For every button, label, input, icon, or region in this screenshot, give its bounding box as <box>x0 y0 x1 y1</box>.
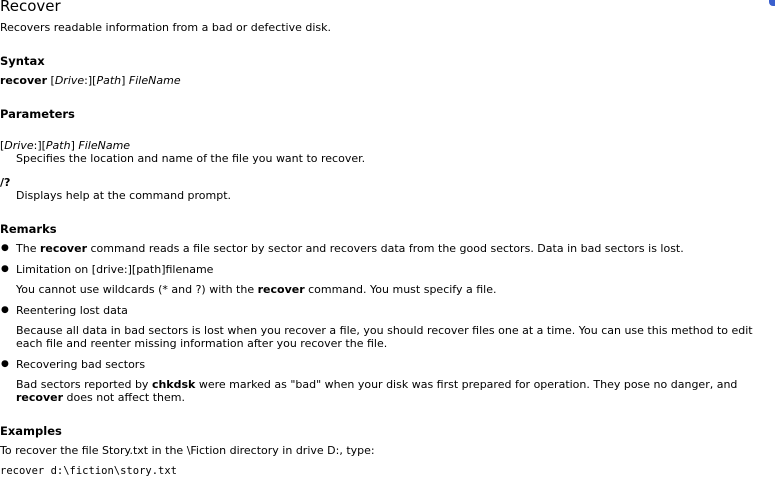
remark2-cmd: recover <box>257 283 305 296</box>
example-code: recover d:\fiction\story.txt <box>0 465 178 477</box>
syntax-sep2: ] <box>121 74 129 87</box>
syntax-open: [ <box>50 74 55 87</box>
remark1-cmd: recover <box>39 242 87 255</box>
remark4-mid: were marked as "bad" when your disk was first prepared for operation. They pose no danger, and <box>195 378 738 391</box>
syntax-command: recover <box>0 74 48 87</box>
parameters-heading: Parameters <box>0 107 75 121</box>
param1-description: Specifies the location and name of the file you want to recover. <box>16 152 366 165</box>
page-title: Recover <box>0 0 61 15</box>
remark-3-text: Because all data in bad sectors is lost when you recover a file, you should recover files one at a time. You can use this method to edit each file and reenter missing information after you recover the file. <box>16 324 753 350</box>
remark-4-label: Recovering bad sectors <box>16 358 146 371</box>
remark-2-text <box>16 283 496 296</box>
remark-2-label: Limitation on [drive:][path]filename <box>16 263 214 276</box>
param1-sep1: :][ <box>33 139 46 152</box>
param1-drive: Drive <box>4 139 34 152</box>
remark-4-text <box>16 378 773 404</box>
bullet-icon: ● <box>1 359 9 369</box>
param1-sep2: ] <box>70 139 79 152</box>
remarks-heading: Remarks <box>0 222 57 236</box>
remark4-cmd1: chkdsk <box>151 378 196 391</box>
param-help-switch <box>0 176 10 189</box>
syntax-sep1: :][ <box>84 74 97 87</box>
remark-1 <box>16 242 684 255</box>
example-intro: To recover the file Story.txt in the \Fiction directory in drive D:, type: <box>0 444 375 457</box>
page-summary: Recovers readable information from a bad or defective disk. <box>0 21 332 34</box>
syntax-heading: Syntax <box>0 54 45 68</box>
param2-name: /? <box>0 176 11 189</box>
remark1-post: command reads a file sector by sector and recovers data from the good sectors. Data in bad sectors is lost. <box>87 242 684 255</box>
examples-heading: Examples <box>0 424 62 438</box>
remark2-pre: You cannot use wildcards (* and ?) with the <box>16 283 258 296</box>
remark2-post: command. You must specify a file. <box>304 283 497 296</box>
bullet-icon: ● <box>1 264 9 274</box>
param-drive-path-filename <box>0 139 130 152</box>
corner-scroll-marker <box>769 0 775 6</box>
syntax-drive: Drive <box>54 74 85 87</box>
param2-description: Displays help at the command prompt. <box>16 189 232 202</box>
remark4-post: does not affect them. <box>63 391 185 404</box>
remark-3-label: Reentering lost data <box>16 304 128 317</box>
remark4-pre: Bad sectors reported by <box>16 378 152 391</box>
param1-filename: FileName <box>78 139 131 152</box>
syntax-line <box>0 74 181 87</box>
syntax-path: Path <box>96 74 122 87</box>
syntax-filename: FileName <box>128 74 181 87</box>
remark1-pre: The <box>16 242 40 255</box>
param1-open: [ <box>0 139 5 152</box>
remark4-cmd2: recover <box>16 391 64 404</box>
bullet-icon: ● <box>1 305 9 315</box>
param1-path: Path <box>45 139 71 152</box>
bullet-icon: ● <box>1 243 9 253</box>
